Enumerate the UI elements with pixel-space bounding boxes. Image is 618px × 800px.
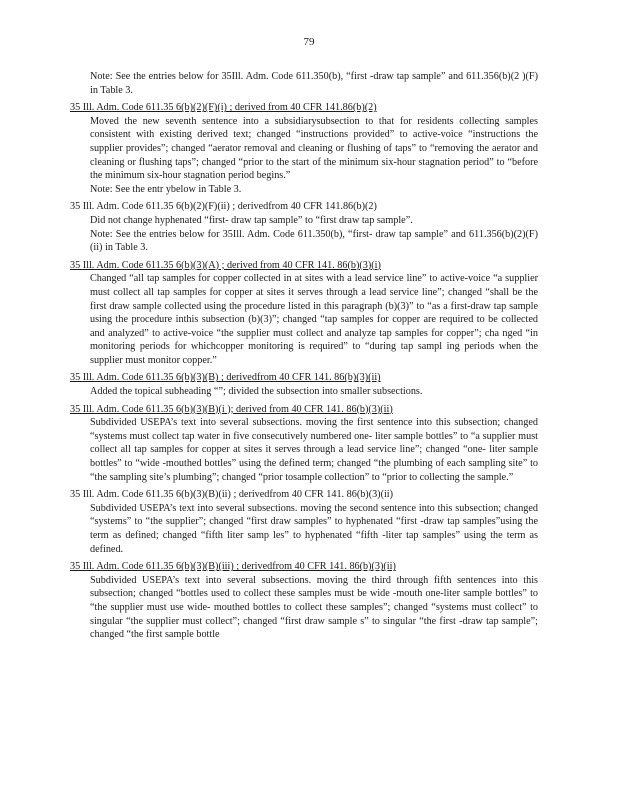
entry-heading: 35 Ill. Adm. Code 611.35 6(b)(2)(F)(ii) ; derivedfrom 40 CFR 141.86(b)(2) xyxy=(70,201,377,213)
table-entry xyxy=(70,488,538,556)
entry-heading: 35 Ill. Adm. Code 611.35 6(b)(2)(F)(i) ; derived from 40 CFR 141.86(b)(2) xyxy=(70,102,377,114)
entry-heading: 35 Ill. Adm. Code 611.35 6(b)(3)(B) ; derivedfrom 40 CFR 141. 86(b)(3)(ii) xyxy=(70,372,381,384)
entry-body: Moved the new seventh sentence into a subsidiarysubsection to that for residents collecting samples consistent with existing derived text; changed “instructions provided” to active-voice “instructions the supplier provides”; changed “aerator removal and cleaning or flushing of taps” to “removing the aerator and cleaning or flushing taps”; changed “prior to the start of the minimum six-hour stagnation period” to “before the minimum six-hour stagnation period begins.” xyxy=(90,115,538,182)
entry-heading: 35 Ill. Adm. Code 611.35 6(b)(3)(B)(i ); derived from 40 CFR 141. 86(b)(3)(ii) xyxy=(70,403,393,415)
entry-heading: 35 Ill. Adm. Code 611.35 6(b)(3)(B)(ii) ; derivedfrom 40 CFR 141. 86(b)(3)(ii) xyxy=(70,489,394,501)
entry-body: Changed “all tap samples for copper collected in at sites with a lead service line” to active-voice “a supplier must collect all tap samples for copper at sites it serves through a lead service line”; changed “shall be the first draw sample collected using the procedure listed in this paragraph (b)(3)” to “as a first-draw tap sample using the procedure inthis subsection (b)(3)”; changed “tap samples for copper are required to be collected and analyzed” to active-voice “the supplier must collect and analyze tap samples for copper”; cha nged “in monitoring periods for whichcopper monitoring is required” to “during tap sampl ing periods when the supplier must monitor copper.” xyxy=(90,273,538,366)
entry-heading: 35 Ill. Adm. Code 611.35 6(b)(3)(B)(iii) ; derivedfrom 40 CFR 141. 86(b)(3)(ii) xyxy=(70,561,396,573)
entry-body: Subdivided USEPA’s text into several subsections. moving the first sentence into this subsection; changed “systems must collect tap water in five consecutively numbered one- liter sample bottles” to “a supplier must collect all tap samples for copper at sites it serves through a lead service line”; changed “one- liter sample bottles” to “wide -mouthed bottles” using the defined term; changed “the plumbing of each sampling site” to “the sampling site’s plumbing”; changed “prior tosample collection” to “prior to collecting the sample.” xyxy=(90,417,538,483)
entry-note: Note: See the entr ybelow in Table 3. xyxy=(90,183,242,195)
table-entry xyxy=(70,259,538,368)
entry-note: Note: See the entries below for 35Ill. Adm. Code 611.350(b), “first- draw tap sample” and 611.356(b)(2)(F)(ii) in Table 3. xyxy=(90,228,538,254)
entry-body: Did not change hyphenated “first- draw tap sample” to “first draw tap sample”. xyxy=(90,214,413,226)
entry-body: Added the topical subheading “”; divided the subsection into smaller subsections. xyxy=(90,386,423,398)
page-number: 79 xyxy=(303,36,315,48)
entry-heading: 35 Ill. Adm. Code 611.35 6(b)(3)(A) ; derived from 40 CFR 141. 86(b)(3)(i) xyxy=(70,259,381,271)
table-entry xyxy=(70,200,538,254)
table-entry xyxy=(70,101,538,196)
entry-body: Subdivided USEPA’s text into several subsections. moving the third through fifth sentences into this subsection; changed “bottles used to collect these samples must be wide -mouth one-liter sample bottles” to “the supplier must use wide- mouthed bottles to collect these samples”; changed “systems must collect” to singular “the supplier must collect”; changed “first draw sample s” to singular “the first -draw tap sample”; changed “the first sample bottle xyxy=(90,574,538,641)
table-entry xyxy=(70,560,538,642)
document-body xyxy=(70,70,538,642)
top-note: Note: See the entries below for 35Ill. Adm. Code 611.350(b), “first -draw tap sample” and 611.356(b)(2 )(F) in Table 3. xyxy=(90,71,538,96)
entry-body: Subdivided USEPA’s text into several subsections. moving the second sentence into this subsection; changed “systems” to “the supplier”; changed “first draw samples” to hyphenated “first -draw tap samples”using the term as defined; changed “fifth liter samp les” to hyphenated “fifth -liter tap samples” using the term as defined. xyxy=(90,502,538,555)
table-entry xyxy=(70,371,538,398)
table-entry xyxy=(70,403,538,485)
